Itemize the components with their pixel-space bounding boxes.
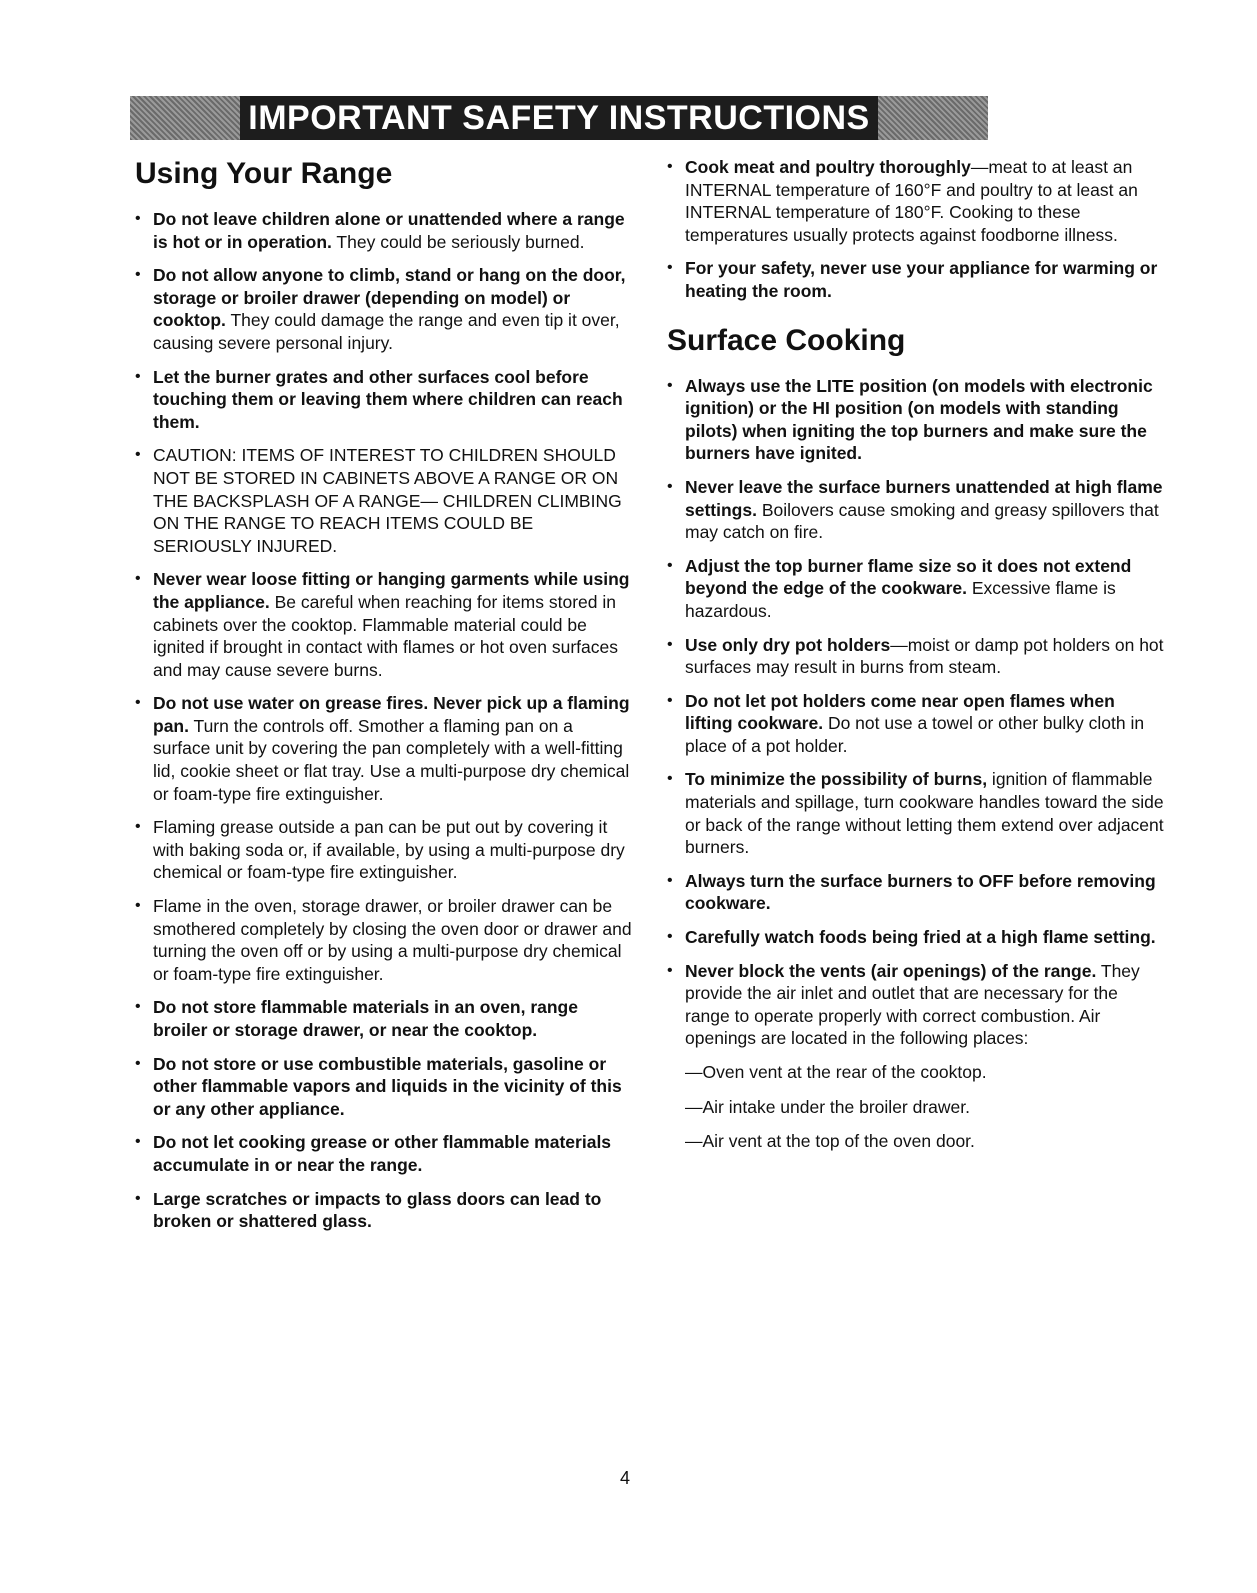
instruction-item: • Large scratches or impacts to glass doors can lead to broken or shattered glass. [135,1188,635,1233]
instruction-item: • Always use the LITE position (on models with electronic ignition) or the HI position (on models with standing pilots) when igniting the top burners and make sure the burners have ignited. [667,375,1167,465]
banner-title: IMPORTANT SAFETY INSTRUCTIONS [240,96,877,140]
left-column [135,156,635,1244]
instruction-item: • Use only dry pot holders—moist or damp pot holders on hot surfaces may result in burns from steam. [667,634,1167,679]
right-instruction-list [667,375,1167,1050]
instruction-item: • Do not leave children alone or unattended where a range is hot or in operation. They could be seriously burned. [135,208,635,253]
left-instruction-list [135,208,635,1233]
instruction-item: • Always turn the surface burners to OFF before removing cookware. [667,870,1167,915]
page-number: 4 [620,1468,631,1488]
section-heading-using-your-range: Using Your Range [135,157,393,190]
instruction-item: • Let the burner grates and other surfaces cool before touching them or leaving them where children can reach them. [135,366,635,434]
instruction-item: • Do not allow anyone to climb, stand or hang on the door, storage or broiler drawer (depending on model) or cooktop. They could damage the range and even tip it over, causing severe personal injury. [135,264,635,354]
vent-location-oven-door: —Air vent at the top of the oven door. [685,1131,975,1152]
instruction-item: • Never wear loose fitting or hanging garments while using the appliance. Be careful when reaching for items stored in cabinets over the cooktop. Flammable material could be ignited if brought in contact with flames or hot oven surfaces and may cause severe burns. [135,568,635,681]
instruction-item: • Adjust the top burner flame size so it does not extend beyond the edge of the cookware. Excessive flame is hazardous. [667,555,1167,623]
instruction-item: • Do not store flammable materials in an oven, range broiler or storage drawer, or near the cooktop. [135,996,635,1041]
instruction-item: • Never block the vents (air openings) of the range. They provide the air inlet and outlet that are necessary for the range to operate properly with correct combustion. Air openings are located in the following places: [667,960,1167,1050]
vent-location-air-intake: —Air intake under the broiler drawer. [685,1096,970,1117]
instruction-item: • Do not store or use combustible materials, gasoline or other flammable vapors and liquids in the vicinity of this or any other appliance. [135,1053,635,1121]
instruction-item: • Do not use water on grease fires. Never pick up a flaming pan. Turn the controls off. Smother a flaming pan on a surface unit by covering the pan completely with a well-fitting lid, cookie sheet or flat tray. Use a multi-purpose dry chemical or foam-type fire extinguisher. [135,692,635,805]
vent-location-oven: —Oven vent at the rear of the cooktop. [685,1062,987,1082]
instruction-item: • Do not let pot holders come near open flames when lifting cookware. Do not use a towel or other bulky cloth in place of a pot holder. [667,690,1167,758]
right-column [667,156,1167,1165]
section-heading-surface-cooking: Surface Cooking [667,323,906,357]
instruction-item: • Flaming grease outside a pan can be put out by covering it with baking soda or, if available, by using a multi-purpose dry chemical or foam-type fire extinguisher. [135,816,635,884]
instruction-item: • To minimize the possibility of burns, ignition of flammable materials and spillage, turn cookware handles toward the side or back of the range without letting them extend over adjacent burners. [667,768,1167,858]
instruction-item-caution: • CAUTION: ITEMS OF INTEREST TO CHILDREN SHOULD NOT BE STORED IN CABINETS ABOVE A RANGE OR ON THE BACKSPLASH OF A RANGE— CHILDREN CLIMBING ON THE RANGE TO REACH ITEMS COULD BE SERIOUSLY INJURED. [135,444,635,557]
instruction-item: • Flame in the oven, storage drawer, or broiler drawer can be smothered completely by closing the oven door or drawer and turning the oven off or by using a multi-purpose dry chemical or foam-type fire extinguisher. [135,895,635,985]
instruction-item: • Do not let cooking grease or other flammable materials accumulate in or near the range. [135,1131,635,1176]
instruction-item: • For your safety, never use your appliance for warming or heating the room. [667,257,1167,302]
instruction-item: • Cook meat and poultry thoroughly—meat to at least an INTERNAL temperature of 160°F and poultry to at least an INTERNAL temperature of 180°F. Cooking to these temperatures usually protects against foodborne illness. [667,156,1167,246]
instruction-item: • Never leave the surface burners unattended at high flame settings. Boilovers cause smoking and greasy spillovers that may catch on fire. [667,476,1167,544]
instruction-item: • Carefully watch foods being fried at a high flame setting. [667,926,1167,949]
safety-banner [130,96,988,140]
right-top-instruction-list [667,156,1167,303]
